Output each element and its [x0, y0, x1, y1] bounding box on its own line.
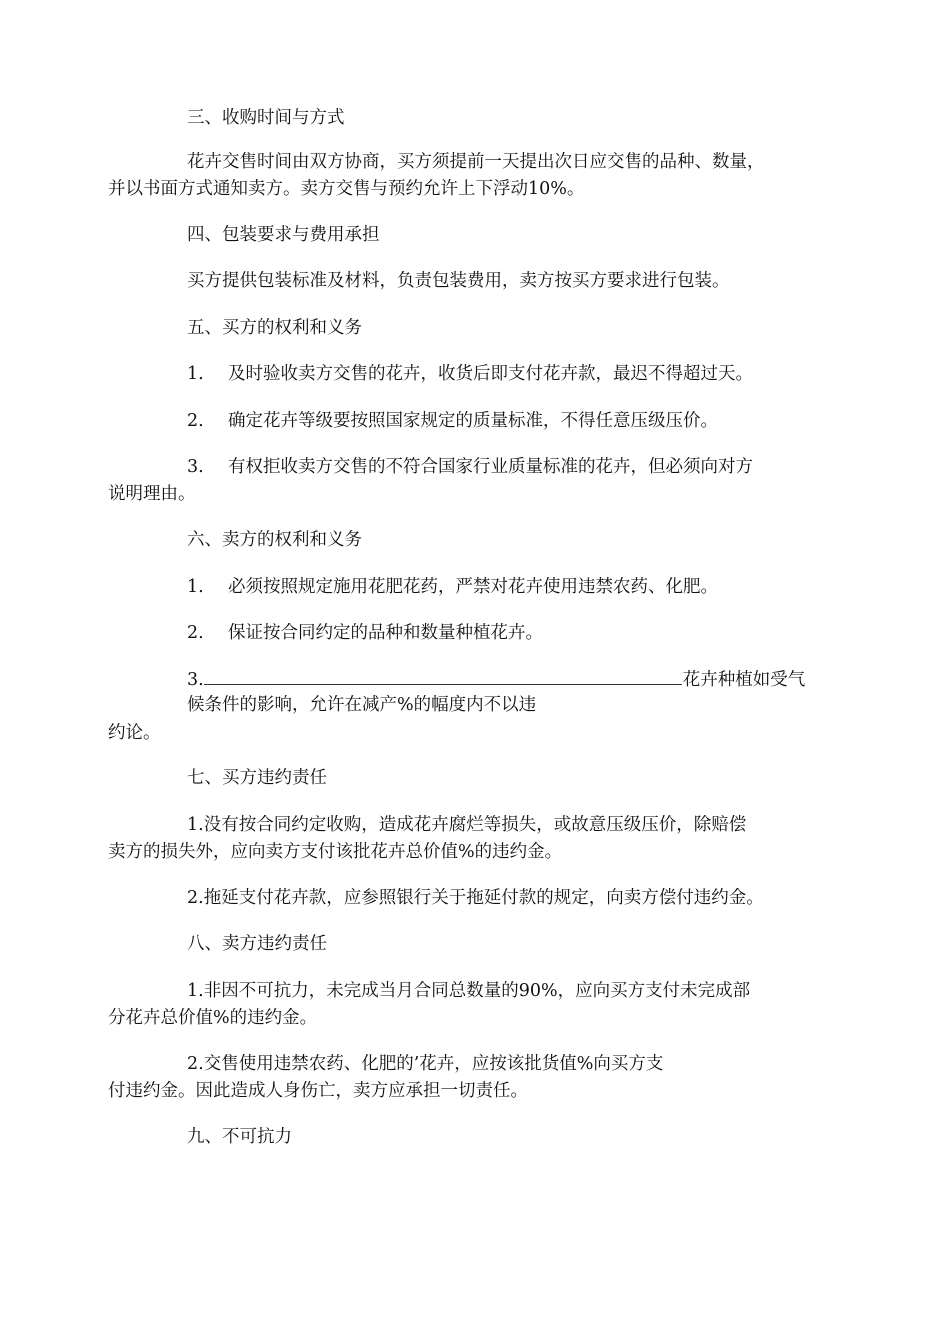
list-item-number: 3.: [187, 457, 204, 477]
list-item-text: 有权拒收卖方交售的不符合国家行业质量标准的花卉，但必须向对方: [228, 457, 753, 477]
list-item-text: 及时验收卖方交售的花卉，收货后即支付花卉款，最迟不得超过天。: [228, 364, 753, 384]
list-item-number: 1.: [187, 364, 204, 384]
list-item-text: 确定花卉等级要按照国家规定的质量标准，不得任意压级压价。: [228, 411, 718, 431]
paragraph-line: 付违约金。因此造成人身伤亡，卖方应承担一切责任。: [108, 1081, 528, 1101]
section-heading-5: 五、买方的权利和义务: [187, 318, 362, 338]
paragraph-line: 分花卉总价值%的违约金。: [108, 1008, 318, 1028]
list-item-number: 1.: [187, 577, 204, 597]
list-item-with-blank: [187, 668, 805, 692]
paragraph-line: 卖方的损失外，应向卖方支付该批花卉总价值%的违约金。: [108, 842, 563, 862]
list-item-number: 2.: [187, 411, 204, 431]
list-item-text: 必须按照规定施用花肥花药，严禁对花卉使用违禁农药、化肥。: [228, 577, 718, 597]
section-heading-9: 九、不可抗力: [187, 1127, 292, 1147]
paragraph-line: 花卉交售时间由双方协商，买方须提前一天提出次日应交售的品种、数量，: [187, 152, 765, 172]
list-item-text: 说明理由。: [108, 484, 196, 504]
blank-underline: [204, 668, 682, 685]
paragraph-line: 买方提供包装标准及材料，负责包装费用，卖方按买方要求进行包装。: [187, 271, 730, 291]
list-item-number: 3.: [187, 670, 204, 690]
paragraph-line: 2.拖延支付花卉款，应参照银行关于拖延付款的规定，向卖方偿付违约金。: [187, 888, 764, 908]
list-item-text: 候条件的影响，允许在减产%的幅度内不以违: [187, 695, 537, 715]
section-heading-4: 四、包装要求与费用承担: [187, 225, 380, 245]
paragraph-line: 1.没有按合同约定收购，造成花卉腐烂等损失，或故意压级压价，除赔偿: [187, 815, 747, 835]
section-heading-8: 八、卖方违约责任: [187, 934, 327, 954]
list-item-text: 花卉种植如受气: [682, 670, 806, 690]
paragraph-line: 2.交售使用违禁农药、化肥的’花卉，应按该批货值%向买方支: [187, 1054, 664, 1074]
list-item-text: 约论。: [108, 723, 161, 743]
section-heading-6: 六、卖方的权利和义务: [187, 530, 362, 550]
paragraph-line: 并以书面方式通知卖方。卖方交售与预约允许上下浮动10%。: [108, 179, 585, 199]
section-heading-7: 七、买方违约责任: [187, 768, 327, 788]
paragraph-line: 1.非因不可抗力，未完成当月合同总数量的90%，应向买方支付未完成部: [187, 981, 751, 1001]
section-heading-3: 三、收购时间与方式: [187, 108, 345, 128]
list-item-text: 保证按合同约定的品种和数量种植花卉。: [228, 623, 543, 643]
list-item-number: 2.: [187, 623, 204, 643]
